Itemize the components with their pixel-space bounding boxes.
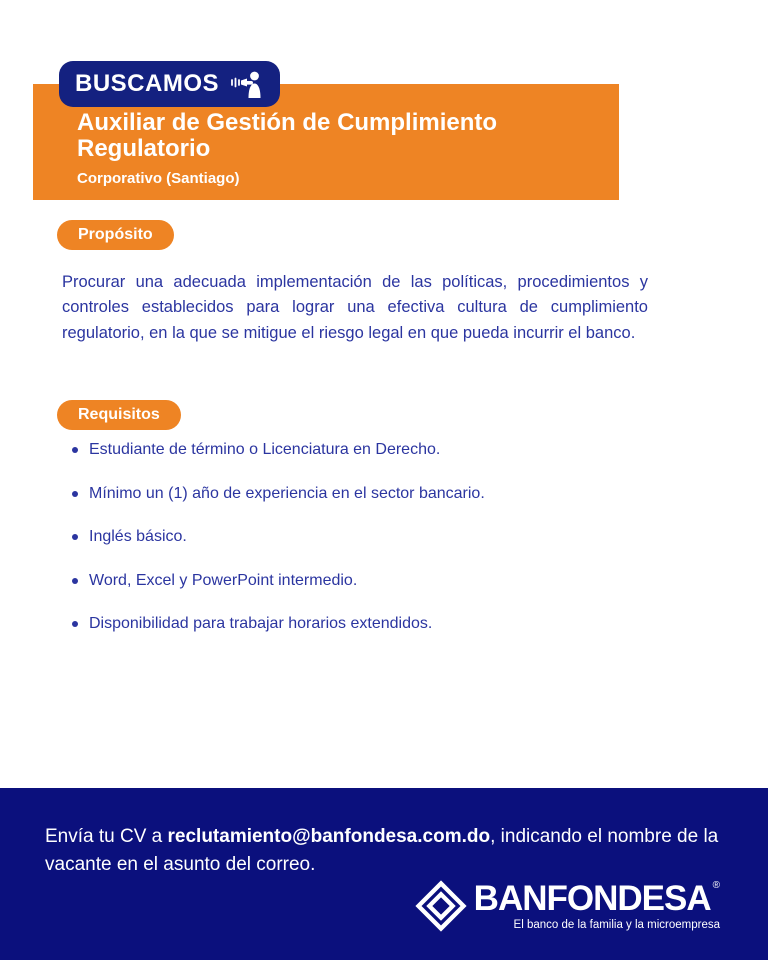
requisitos-list	[70, 440, 650, 658]
buscamos-label: BUSCAMOS	[75, 70, 220, 97]
brand-name: BANFONDESA	[473, 879, 711, 918]
banfondesa-logo	[415, 880, 720, 932]
job-title: Auxiliar de Gestión de Cumplimiento Regulatorio	[77, 109, 498, 163]
proposito-heading-pill	[57, 220, 174, 250]
registered-mark: ®	[712, 880, 720, 891]
recruitment-email[interactable]: reclutamiento@banfondesa.com.do	[167, 826, 491, 847]
requisitos-heading: Requisitos	[78, 406, 160, 423]
announcer-person-icon	[228, 70, 262, 98]
proposito-heading: Propósito	[78, 226, 153, 243]
cta-suffix: , indicando el nombre de la vacante en el asunto del correo.	[45, 826, 719, 875]
requirement-item: Estudiante de término o Licenciatura en Derecho.	[70, 440, 650, 460]
requirement-item: Word, Excel y PowerPoint intermedio.	[70, 571, 650, 591]
job-location: Corporativo (Santiago)	[77, 169, 240, 187]
footer	[0, 788, 768, 960]
brand-tagline: El banco de la familia y la microempresa	[513, 919, 720, 931]
diamond-logo-icon	[415, 880, 467, 932]
cv-instructions	[45, 823, 735, 878]
buscamos-badge	[59, 61, 280, 107]
requisitos-heading-pill	[57, 400, 181, 430]
proposito-paragraph: Procurar una adecuada implementación de las políticas, procedimientos y controles establecidos para lograr una efectiva cultura de cumplimiento regulatorio, en la que se mitigue el riesgo legal en que pueda incurrir el banco.	[62, 272, 648, 342]
cta-prefix: Envía tu CV a	[45, 826, 168, 847]
requirement-item: Mínimo un (1) año de experiencia en el sector bancario.	[70, 484, 650, 504]
requirement-item: Inglés básico.	[70, 527, 650, 547]
requirement-item: Disponibilidad para trabajar horarios extendidos.	[70, 614, 650, 634]
